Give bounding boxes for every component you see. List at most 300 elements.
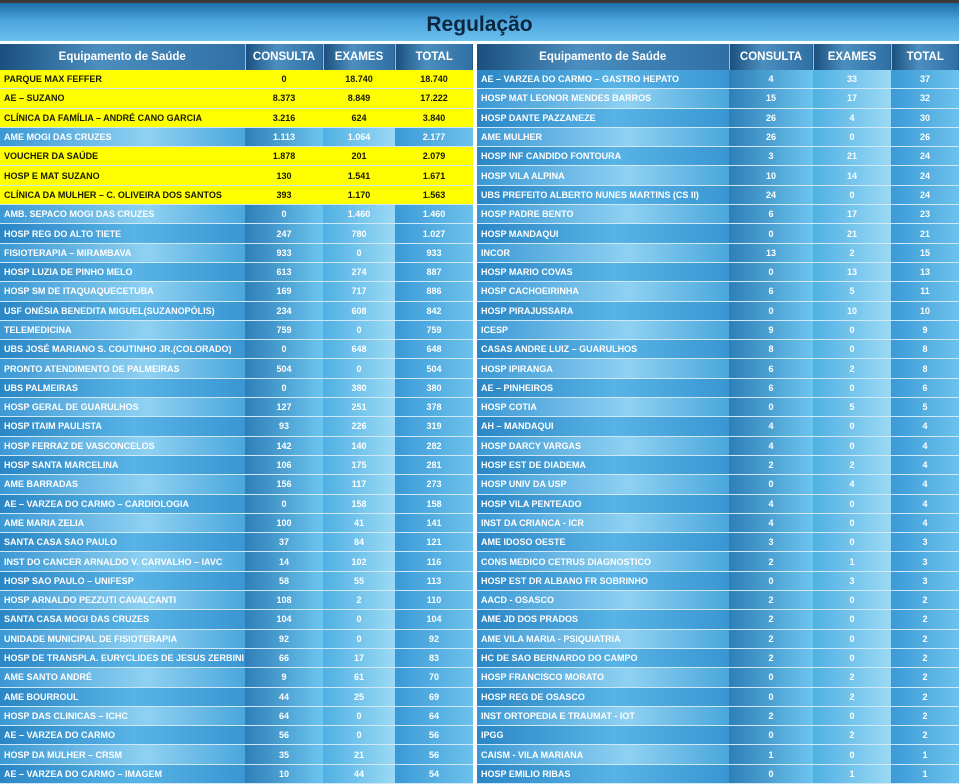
facility-name: SANTA CASA MOGI DAS CRUZES [0,610,245,629]
facility-name: HOSP DARCY VARGAS [477,436,729,455]
table-row [0,127,473,146]
facility-name: AE – SUZANO [0,89,245,108]
facility-name: VOUCHER DA SAÚDE [0,147,245,166]
consulta-value: 0 [729,475,813,494]
facility-name: AME VILA MARIA - PSIQUIATRIA [477,629,729,648]
table-row [0,668,473,687]
total-value: 282 [395,436,473,455]
total-value: 32 [891,89,959,108]
facility-name: HOSP ARNALDO PEZZUTI CAVALCANTI [0,591,245,610]
total-value: 4 [891,436,959,455]
facility-name: HOSP ITAIM PAULISTA [0,417,245,436]
consulta-value: 142 [245,436,323,455]
table-row [477,648,959,667]
total-value: 887 [395,262,473,281]
facility-name: HOSP VILA PENTEADO [477,494,729,513]
facility-name: HOSP REG DO ALTO TIETE [0,224,245,243]
total-value: 11 [891,282,959,301]
total-value: 64 [395,706,473,725]
total-value: 24 [891,166,959,185]
consulta-value: 0 [729,301,813,320]
consulta-value: 759 [245,320,323,339]
table-row [477,533,959,552]
facility-name: HOSP MAT LEONOR MENDES BARROS [477,89,729,108]
consulta-value: 26 [729,127,813,146]
table-row [0,571,473,590]
exames-value: 0 [323,243,395,262]
facility-name: HC DE SAO BERNARDO DO CAMPO [477,648,729,667]
exames-value: 201 [323,147,395,166]
consulta-value: 37 [245,533,323,552]
exames-value: 380 [323,378,395,397]
facility-name: SANTA CASA SAO PAULO [0,533,245,552]
consulta-value: 104 [245,610,323,629]
facility-name: FISIOTERAPIA – MIRAMBAVA [0,243,245,262]
exames-value: 21 [813,224,891,243]
consulta-value: 0 [729,398,813,417]
exames-value: 14 [813,166,891,185]
total-value: 56 [395,745,473,764]
facility-name: HOSP E MAT SUZANO [0,166,245,185]
exames-value: 140 [323,436,395,455]
consulta-value: 15 [729,89,813,108]
total-value: 17.222 [395,89,473,108]
consulta-value: 8.373 [245,89,323,108]
consulta-value: 10 [245,764,323,783]
total-value: 141 [395,513,473,532]
total-value: 504 [395,359,473,378]
total-value: 648 [395,340,473,359]
total-value: 3 [891,571,959,590]
consulta-value: 66 [245,648,323,667]
exames-value: 226 [323,417,395,436]
facility-name: HOSP PIRAJUSSARA [477,301,729,320]
exames-value: 1 [813,552,891,571]
facility-name: HOSP MANDAQUI [477,224,729,243]
consulta-value: 0 [729,687,813,706]
total-value: 23 [891,205,959,224]
exames-value: 274 [323,262,395,281]
consulta-value: 35 [245,745,323,764]
exames-value: 25 [323,687,395,706]
exames-value: 21 [323,745,395,764]
facility-name: HOSP DA MULHER – CRSM [0,745,245,764]
table-row [477,378,959,397]
consulta-value: 10 [729,166,813,185]
exames-value: 55 [323,571,395,590]
table-row [477,726,959,745]
header-exames: EXAMES [323,44,395,70]
total-value: 18.740 [395,70,473,89]
table-row [477,166,959,185]
total-value: 2 [891,648,959,667]
exames-value: 117 [323,475,395,494]
consulta-value: 6 [729,378,813,397]
total-value: 1.563 [395,185,473,204]
total-value: 69 [395,687,473,706]
table-row [477,185,959,204]
table-row [0,224,473,243]
exames-value: 648 [323,340,395,359]
table-row [477,764,959,783]
exames-value: 0 [813,706,891,725]
total-value: 2 [891,629,959,648]
consulta-value: 6 [729,282,813,301]
consulta-value: 4 [729,417,813,436]
consulta-value: 0 [245,378,323,397]
exames-value: 41 [323,513,395,532]
facility-name: HOSP LUZIA DE PINHO MELO [0,262,245,281]
consulta-value: 3.216 [245,108,323,127]
total-value: 70 [395,668,473,687]
exames-value: 1.541 [323,166,395,185]
table-row [0,282,473,301]
header-consulta: CONSULTA [245,44,323,70]
total-value: 2 [891,706,959,725]
total-value: 1.027 [395,224,473,243]
table-row [0,378,473,397]
total-value: 2 [891,610,959,629]
consulta-value: 24 [729,185,813,204]
table-row [477,436,959,455]
exames-value: 10 [813,301,891,320]
facility-name: HOSP GERAL DE GUARULHOS [0,398,245,417]
total-value: 4 [891,494,959,513]
table-row [477,494,959,513]
table-row [0,745,473,764]
consulta-value: 0 [729,224,813,243]
consulta-value: 93 [245,417,323,436]
facility-name: INCOR [477,243,729,262]
total-value: 2 [891,668,959,687]
table-row [0,706,473,725]
facility-name: AACD - OSASCO [477,591,729,610]
facility-name: HOSP DE TRANSPLA. EURYCLIDES DE JESUS ZERBINI [0,648,245,667]
table-row [477,398,959,417]
exames-value: 44 [323,764,395,783]
table-row [0,552,473,571]
table-row [477,320,959,339]
total-value: 26 [891,127,959,146]
table-row [477,745,959,764]
total-value: 886 [395,282,473,301]
exames-value: 0 [323,706,395,725]
consulta-value: 6 [729,359,813,378]
facility-name: HOSP SANTA MARCELINA [0,455,245,474]
header-total: TOTAL [891,44,959,70]
facility-name: AME BARRADAS [0,475,245,494]
table-row [0,455,473,474]
table-row [477,475,959,494]
exames-value: 608 [323,301,395,320]
facility-name: HOSP IPIRANGA [477,359,729,378]
table-row [0,687,473,706]
consulta-value: 3 [729,147,813,166]
exames-value: 0 [813,533,891,552]
exames-value: 0 [323,610,395,629]
consulta-value: 169 [245,282,323,301]
total-value: 4 [891,455,959,474]
consulta-value: 0 [729,764,813,783]
exames-value: 780 [323,224,395,243]
table-row [477,340,959,359]
table-row [0,262,473,281]
consulta-value: 2 [729,591,813,610]
total-value: 83 [395,648,473,667]
facility-name: AME MOGI DAS CRUZES [0,127,245,146]
facility-name: HOSP VILA ALPINA [477,166,729,185]
exames-value: 0 [813,378,891,397]
table-row [0,147,473,166]
total-value: 4 [891,475,959,494]
facility-name: AME JD DOS PRADOS [477,610,729,629]
total-value: 380 [395,378,473,397]
consulta-value: 2 [729,629,813,648]
table-row [0,89,473,108]
consulta-value: 106 [245,455,323,474]
table-row [0,513,473,532]
facility-name: HOSP EMILIO RIBAS [477,764,729,783]
header-total: TOTAL [395,44,473,70]
table-row [477,571,959,590]
exames-value: 0 [813,494,891,513]
total-value: 8 [891,359,959,378]
exames-value: 0 [813,648,891,667]
facility-name: HOSP DAS CLINICAS – ICHC [0,706,245,725]
consulta-value: 64 [245,706,323,725]
exames-value: 175 [323,455,395,474]
exames-value: 251 [323,398,395,417]
exames-value: 2 [813,359,891,378]
table-row [0,108,473,127]
facility-name: HOSP REG DE OSASCO [477,687,729,706]
facility-name: CLÍNICA DA MULHER – C. OLIVEIRA DOS SANTOS [0,185,245,204]
consulta-value: 3 [729,533,813,552]
exames-value: 0 [813,436,891,455]
facility-name: HOSP COTIA [477,398,729,417]
table-row [0,301,473,320]
consulta-value: 2 [729,706,813,725]
facility-name: HOSP EST DR ALBANO FR SOBRINHO [477,571,729,590]
total-value: 2.079 [395,147,473,166]
header-exames: EXAMES [813,44,891,70]
facility-name: HOSP FRANCISCO MORATO [477,668,729,687]
table-row [477,262,959,281]
exames-value: 4 [813,475,891,494]
table-row [477,127,959,146]
facility-name: UNIDADE MUNICIPAL DE FISIOTERAPIA [0,629,245,648]
consulta-value: 6 [729,205,813,224]
table-row [477,610,959,629]
facility-name: AME IDOSO OESTE [477,533,729,552]
table-row [0,340,473,359]
facility-name: PRONTO ATENDIMENTO DE PALMEIRAS [0,359,245,378]
consulta-value: 156 [245,475,323,494]
exames-value: 33 [813,70,891,89]
facility-name: USF ONÉSIA BENEDITA MIGUEL(SUZANOPÓLIS) [0,301,245,320]
exames-value: 2 [813,726,891,745]
exames-value: 0 [323,359,395,378]
table-row [477,205,959,224]
facility-name: INST ORTOPEDIA E TRAUMAT - IOT [477,706,729,725]
facility-name: HOSP SAO PAULO – UNIFESP [0,571,245,590]
consulta-value: 933 [245,243,323,262]
consulta-value: 1.113 [245,127,323,146]
header-equipamento: Equipamento de Saúde [0,44,245,70]
facility-name: UBS JOSÉ MARIANO S. COUTINHO JR.(COLORADO) [0,340,245,359]
facility-name: AE – VARZEA DO CARMO – IMAGEM [0,764,245,783]
total-value: 9 [891,320,959,339]
consulta-value: 1 [729,745,813,764]
total-value: 15 [891,243,959,262]
exames-value: 84 [323,533,395,552]
consulta-value: 0 [729,726,813,745]
facility-name: AE – VARZEA DO CARMO – CARDIOLOGIA [0,494,245,513]
total-value: 110 [395,591,473,610]
exames-value: 624 [323,108,395,127]
table-row [0,629,473,648]
exames-value: 5 [813,398,891,417]
table-row [0,494,473,513]
total-value: 56 [395,726,473,745]
facility-name: AME MARIA ZELIA [0,513,245,532]
table-row [477,513,959,532]
table-row [0,436,473,455]
exames-value: 0 [813,185,891,204]
consulta-value: 2 [729,610,813,629]
exames-value: 3 [813,571,891,590]
total-value: 21 [891,224,959,243]
table-row [0,533,473,552]
facility-name: CLÍNICA DA FAMÍLIA – ANDRÉ CANO GARCIA [0,108,245,127]
consulta-value: 130 [245,166,323,185]
table-row [477,108,959,127]
exames-value: 0 [323,320,395,339]
total-value: 1.460 [395,205,473,224]
exames-value: 17 [813,89,891,108]
consulta-value: 2 [729,552,813,571]
exames-value: 0 [813,340,891,359]
facility-name: HOSP UNIV DA USP [477,475,729,494]
total-value: 10 [891,301,959,320]
total-value: 30 [891,108,959,127]
exames-value: 2 [813,243,891,262]
table-row [0,166,473,185]
table-row [477,417,959,436]
exames-value: 0 [813,127,891,146]
table-row [477,359,959,378]
consulta-value: 0 [729,571,813,590]
consulta-value: 13 [729,243,813,262]
table-row [477,224,959,243]
consulta-value: 4 [729,494,813,513]
total-value: 113 [395,571,473,590]
facility-name: HOSP EST DE DIADEMA [477,455,729,474]
total-value: 6 [891,378,959,397]
exames-value: 13 [813,262,891,281]
consulta-value: 9 [245,668,323,687]
exames-value: 17 [813,205,891,224]
facility-name: UBS PREFEITO ALBERTO NUNES MARTINS (CS II) [477,185,729,204]
consulta-value: 92 [245,629,323,648]
table-row [477,591,959,610]
total-value: 24 [891,147,959,166]
facility-name: CONS MEDICO CETRUS DIAGNOSTICO [477,552,729,571]
consulta-value: 2 [729,455,813,474]
consulta-value: 2 [729,648,813,667]
consulta-value: 4 [729,70,813,89]
consulta-value: 56 [245,726,323,745]
total-value: 933 [395,243,473,262]
table-row [477,455,959,474]
total-value: 54 [395,764,473,783]
table-row [0,205,473,224]
exames-value: 8.849 [323,89,395,108]
exames-value: 2 [813,455,891,474]
exames-value: 0 [813,745,891,764]
exames-value: 21 [813,147,891,166]
exames-value: 717 [323,282,395,301]
facility-name: CASAS ANDRE LUIZ – GUARULHOS [477,340,729,359]
exames-value: 18.740 [323,70,395,89]
page-title: Regulação [0,3,959,41]
table-row [0,70,473,89]
right-table-header [477,44,959,70]
table-row [0,359,473,378]
total-value: 759 [395,320,473,339]
table-row [0,610,473,629]
header-consulta: CONSULTA [729,44,813,70]
exames-value: 61 [323,668,395,687]
table-row [477,89,959,108]
consulta-value: 4 [729,436,813,455]
exames-value: 2 [323,591,395,610]
total-value: 3.840 [395,108,473,127]
header-equipamento: Equipamento de Saúde [477,44,729,70]
exames-value: 1.170 [323,185,395,204]
exames-value: 5 [813,282,891,301]
facility-name: HOSP FERRAZ DE VASCONCELOS [0,436,245,455]
facility-name: AME MULHER [477,127,729,146]
facility-name: AME BOURROUL [0,687,245,706]
exames-value: 158 [323,494,395,513]
total-value: 281 [395,455,473,474]
table-row [0,475,473,494]
consulta-value: 100 [245,513,323,532]
exames-value: 0 [813,629,891,648]
exames-value: 0 [813,513,891,532]
total-value: 2 [891,687,959,706]
facility-name: PARQUE MAX FEFFER [0,70,245,89]
table-row [477,552,959,571]
total-value: 1 [891,745,959,764]
consulta-value: 234 [245,301,323,320]
consulta-value: 9 [729,320,813,339]
facility-name: TELEMEDICINA [0,320,245,339]
table-row [477,706,959,725]
exames-value: 102 [323,552,395,571]
total-value: 273 [395,475,473,494]
total-value: 842 [395,301,473,320]
consulta-value: 504 [245,359,323,378]
consulta-value: 44 [245,687,323,706]
consulta-value: 393 [245,185,323,204]
table-row [477,301,959,320]
facility-name: AE – VARZEA DO CARMO [0,726,245,745]
right-table [477,44,959,784]
consulta-value: 0 [245,340,323,359]
total-value: 4 [891,513,959,532]
